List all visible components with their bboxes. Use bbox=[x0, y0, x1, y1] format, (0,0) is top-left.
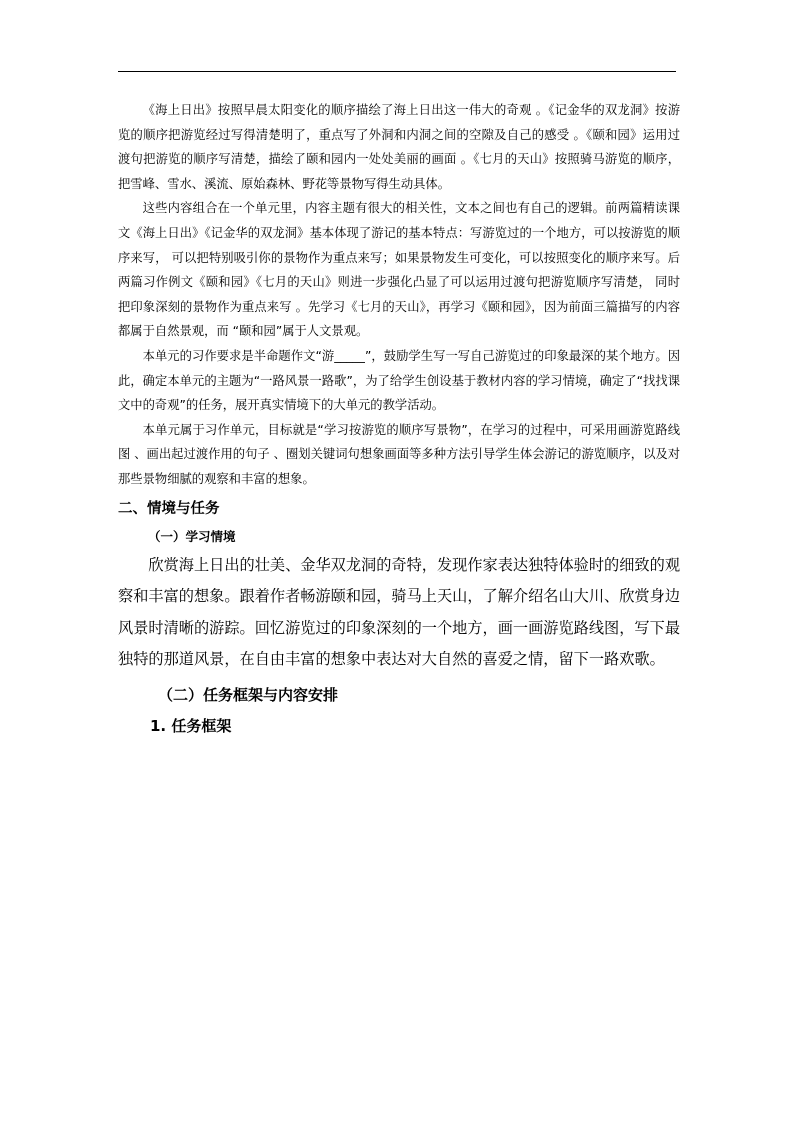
paragraph-3: 本单元的习作要求是半命题作文“游_____”，鼓励学生写一写自己游览过的印象最深的某个地方。因此，确定本单元的主题为“一路风景一路歌”，为了给学生创设基于教材内容的学习情境，确定了“找找课文中的奇观”的任务，展开真实情境下的大单元的教学活动。 bbox=[118, 348, 680, 413]
paragraph-2: 这些内容组合在一个单元里，内容主题有很大的相关性，文本之间也有自己的逻辑。前两篇精读课文《海上日出》《记金华的双龙洞》基本体现了游记的基本特点：写游览过的一个地方，可以按游览的顺序来写， 可以把特别吸引你的景物作为重点来写；如果景物发生可变化，可以按照变化的顺序来写。后两篇习作例文《颐和园》《七月的天山》则进一步强化凸显了可以运用过渡句把游览顺序写清楚， 同时把印象深刻的景物作为重点来写 。先学习《七月的天山》，再学习《颐和园》，因为前面三篇描写的内容都属于自然景观，而 “颐和园”属于人文景观。 bbox=[118, 201, 680, 339]
task-framework-heading: 1. 任务框架 bbox=[150, 716, 232, 735]
subsection-1-heading: （一）学习情境 bbox=[148, 528, 236, 544]
learning-situation-text: 欣赏海上日出的壮美、金华双龙洞的奇特，发现作家表达独特体验时的细致的观察和丰富的想象。跟着作者畅游颐和园，骑马上天山，了解介绍名山大川、欣赏身边风景时清晰的游踪。回忆游览过的印象深刻的一个地方，画一画游览路线图，写下最独特的那道风景，在自由丰富的想象中表达对大自然的喜爱之情，留下一路欢歌。 bbox=[118, 555, 680, 668]
paragraph-4: 本单元属于习作单元，目标就是“学习按游览的顺序写景物”，在学习的过程中，可采用画游览路线图 、画出起过渡作用的句子 、圈划关键词句想象画面等多种方法引导学生体会游记的游览顺序，以及对那些景物细腻的观察和丰富的想象。 bbox=[118, 422, 680, 486]
document-body bbox=[118, 98, 680, 742]
section-2-heading: 二、情境与任务 bbox=[118, 500, 220, 517]
paragraph-1: 《海上日出》按照早晨太阳变化的顺序描绘了海上日出这一伟大的奇观 。《记金华的双龙洞》按游览的顺序把游览经过写得清楚明了，重点写了外洞和内洞之间的空隙及自己的感受 。《颐和园》运用过渡句把游览的顺序写清楚，描绘了颐和园内一处处美丽的画面 。《七月的天山》按照骑马游览的顺序，把雪峰、雪水、溪流、原始森林、野花等景物写得生动具体。 bbox=[118, 103, 680, 191]
subsection-2-heading: （二）任务框架与内容安排 bbox=[158, 685, 339, 704]
header-rule bbox=[118, 71, 676, 72]
